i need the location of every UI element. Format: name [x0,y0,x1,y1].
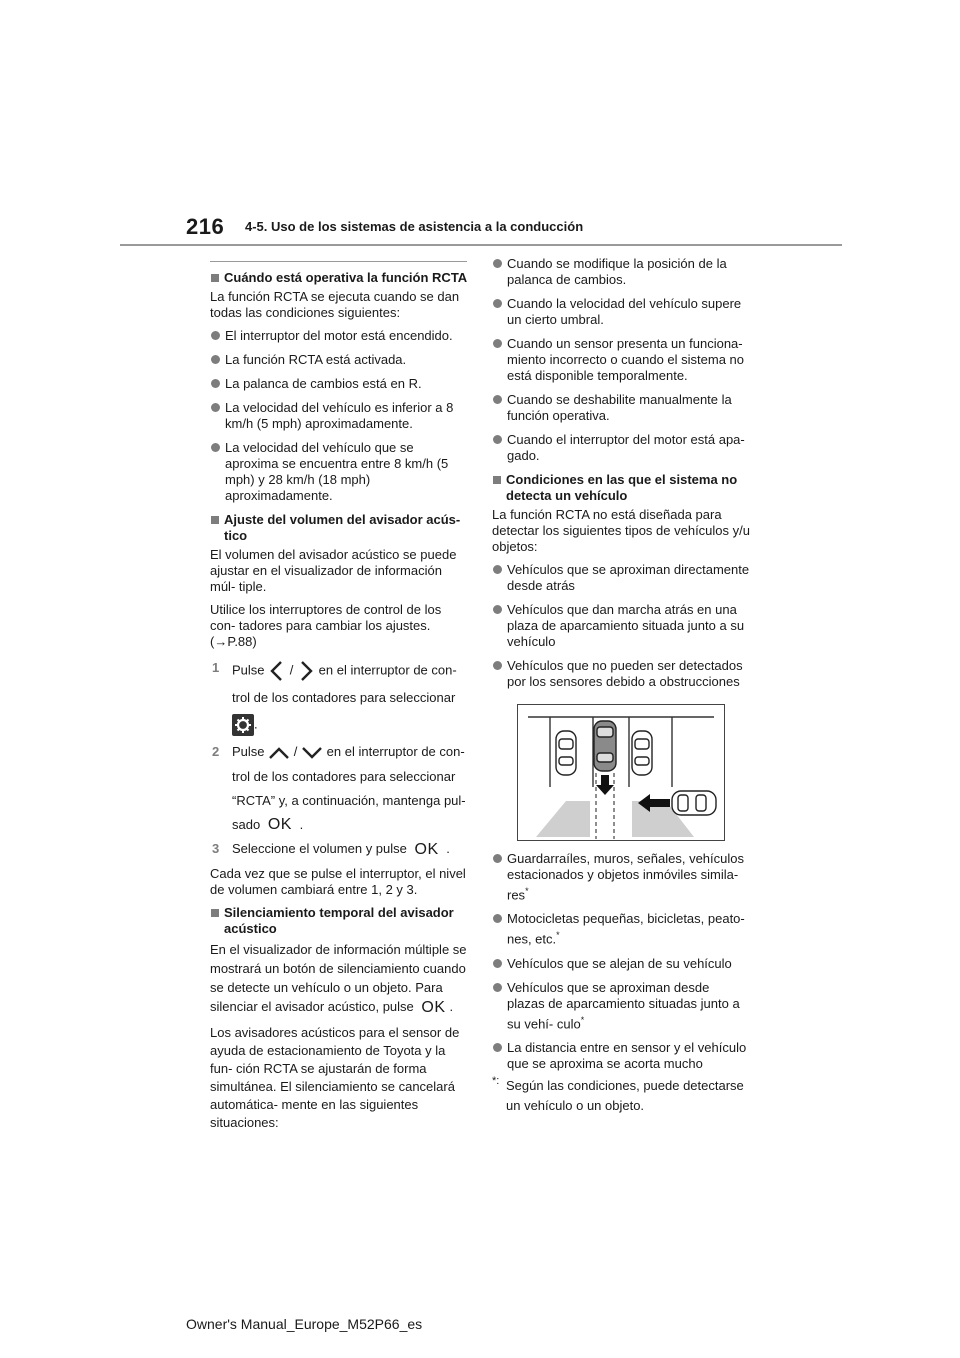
chevron-down-icon [301,745,323,761]
chevron-right-icon [297,660,315,682]
step-number: 1 [212,660,220,675]
paragraph: La función RCTA se ejecuta cuando se dan todas las condiciones siguientes: [210,289,460,320]
page-number: 216 [186,214,225,239]
chevron-left-icon [268,660,286,682]
right-column [492,256,750,1122]
footer-manual-id: Owner's Manual_Europe_M52P66_es [186,1316,423,1332]
gear-icon [232,714,254,736]
ok-button-glyph: OK [421,998,446,1016]
list-item: La velocidad del vehículo es inferior a 8 km/h (5 mph) aproximadamente. [210,400,468,432]
list-item: Vehículos que se aproximan desde plazas de aparcamiento situadas junto a su vehí- culo* [492,980,750,1032]
list-item: Guardarraíles, muros, señales, vehículos estacionados y objetos inmóviles simila- res* [492,851,750,903]
header-rule [120,244,842,246]
list-item: La velocidad del vehículo que se aproxima se encuentra entre 8 km/h (5 mph) y 28 km/h (18 mph) aproximadamente. [210,440,468,504]
list-item: Vehículos que dan marcha atrás en una plaza de aparcamiento situada junto a su vehículo [492,602,750,650]
paragraph: En el visualizador de información múltiple se mostrará un botón de silenciamiento cuando se detecte un vehículo o un objeto. Para silenciar el avisador acústico, pulse OK . [210,941,467,1016]
heading-rcta-operation: Cuándo está operativa la función RCTA [210,270,468,286]
footnote-mark: *: [492,1074,500,1087]
paragraph: La función RCTA no está diseñada para detectar los siguientes tipos de vehículos y/u objetos: [492,507,750,554]
ok-button-glyph: OK [267,816,292,834]
list-item: Vehículos que se alejan de su vehículo [492,956,750,972]
list-item: La palanca de cambios está en R. [210,376,468,392]
list-item: Vehículos que se aproximan directamente desde atrás [492,562,750,594]
step-1: 1 Pulse / en el interruptor de con- trol de los contadores para seleccionar . [210,660,468,736]
list-item: Cuando se modifique la posición de la palanca de cambios. [492,256,750,288]
footnote-star: * [525,886,529,896]
list-item: Cuando el interruptor del motor está apa- gado. [492,432,750,464]
footnote: *: Según las condiciones, puede detectarse un vehículo o un objeto. [492,1074,744,1113]
paragraph: Cada vez que se pulse el interruptor, el nivel de volumen cambiará entre 1, 2 y 3. [210,865,466,897]
list-item: Cuando se deshabilite manualmente la función operativa. [492,392,750,424]
list-item: La función RCTA está activada. [210,352,468,368]
heading-temporary-mute: Silenciamiento temporal del avisador acústico [210,905,468,937]
list-item: Cuando un sensor presenta un funciona- miento incorrecto o cuando el sistema no está disponible temporalmente. [492,336,750,384]
step-number: 3 [212,841,220,857]
footnote-star: * [580,1014,585,1025]
heading-not-detected: Condiciones en las que el sistema no detecta un vehículo [492,472,750,504]
list-item: Motocicletas pequeñas, bicicletas, peato- nes, etc.* [492,911,750,947]
column-top-rule [210,261,467,262]
footnote-star: * [556,930,560,941]
list-item: El interruptor del motor está encendido. [210,328,468,344]
section-title: 4-5. Uso de los sistemas de asistencia a la conducción [245,219,584,234]
ok-button-glyph: OK [414,840,439,858]
left-column [210,270,468,1139]
paragraph: El volumen del avisador acústico se puede ajustar en el visualizador de información múl- tiple. [210,547,457,594]
list-item: Vehículos que no pueden ser detectados por los sensores debido a obstrucciones [492,658,750,690]
chevron-up-icon [268,745,290,761]
step-2: 2 Pulse / en el interruptor de con- trol de los contadores para seleccionar “RCTA” y, a continuación, mantenga pul- sado OK . [212,744,466,834]
list-item: Cuando la velocidad del vehículo supere un cierto umbral. [492,296,750,328]
step-number: 2 [212,744,220,759]
parking-diagram [517,704,725,841]
paragraph: Los avisadores acústicos para el sensor de ayuda de estacionamiento de Toyota y la fun- ción RCTA se ajustarán de forma simultánea. El silenciamiento se cancelará automática- mente en las siguientes situaciones: [210,1024,460,1130]
paragraph: Utilice los interruptores de control de los con- tadores para cambiar los ajustes. (→P.88) [210,602,442,649]
heading-volume-adjust: Ajuste del volumen del avisador acús- tico [210,512,468,544]
list-item: La distancia entre en sensor y el vehículo que se aproxima se acorta mucho [492,1040,750,1072]
step-3: 3 Seleccione el volumen y pulse OK . [212,840,450,858]
